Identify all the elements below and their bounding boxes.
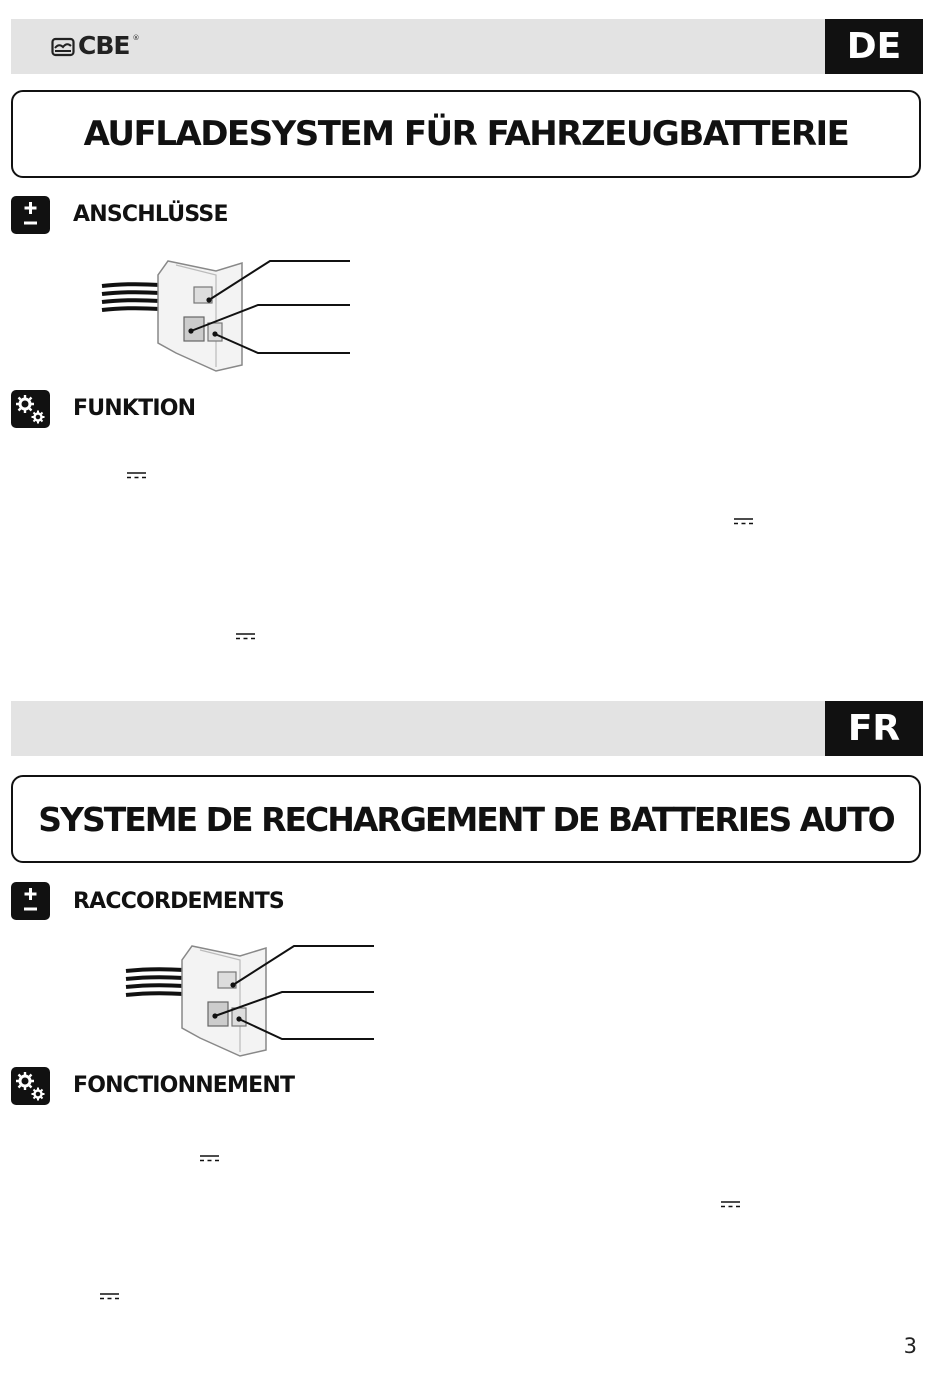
- gears-icon: [11, 1067, 50, 1105]
- cbe-logo-icon: [51, 35, 75, 57]
- plus-minus-icon: [11, 196, 50, 234]
- connector-diagram-fr: [122, 940, 382, 1060]
- page-title-fr: SYSTEME DE RECHARGEMENT DE BATTERIES AUTO: [38, 799, 894, 839]
- connector-diagram-de: [98, 255, 358, 375]
- function-heading-fr: FONCTIONNEMENT: [73, 1073, 295, 1098]
- language-badge-de: DE: [825, 19, 923, 74]
- language-badge-fr: FR: [825, 701, 923, 756]
- dc-symbol-icon: [100, 1293, 119, 1300]
- dc-symbol-icon: [734, 518, 753, 525]
- dc-symbol-icon: [200, 1155, 219, 1162]
- page-number: 3: [903, 1334, 917, 1358]
- registered-mark: ®: [132, 33, 140, 42]
- brand-logo: [51, 31, 139, 60]
- title-box-fr: [11, 775, 921, 863]
- dc-symbol-icon: [721, 1201, 740, 1208]
- gears-icon: [11, 390, 50, 428]
- plus-minus-icon: [11, 882, 50, 920]
- header-band-fr: [11, 701, 923, 756]
- function-heading-de: FUNKTION: [73, 396, 196, 421]
- title-box-de: [11, 90, 921, 178]
- page-title-de: AUFLADESYSTEM FÜR FAHRZEUGBATTERIE: [83, 114, 849, 154]
- header-band-de: [11, 19, 923, 74]
- logo-text: CBE: [78, 31, 130, 60]
- dc-symbol-icon: [236, 633, 255, 640]
- dc-symbol-icon: [127, 472, 146, 479]
- connections-heading-de: ANSCHLÜSSE: [73, 202, 228, 227]
- connections-heading-fr: RACCORDEMENTS: [73, 889, 284, 914]
